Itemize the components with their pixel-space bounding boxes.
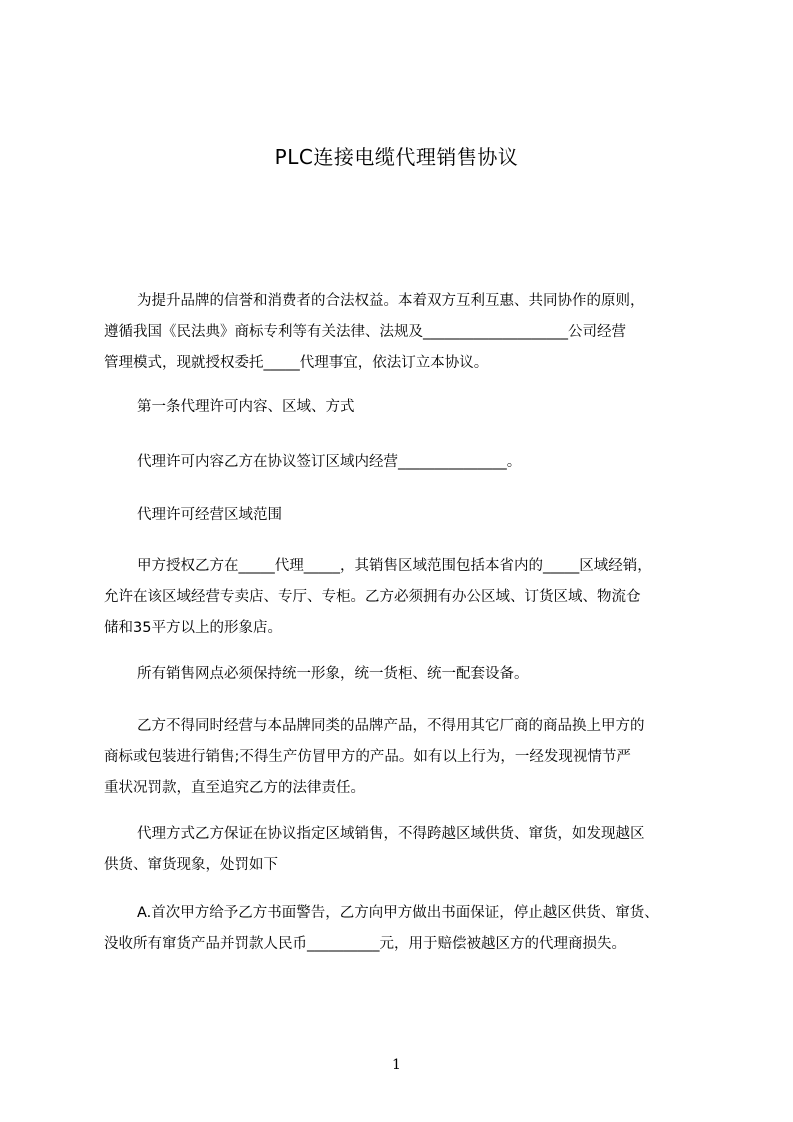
text-line: 重状况罚款，直至追究乙方的法律责任。	[104, 780, 365, 796]
text-line: 允许在该区域经营专卖店、专厅、专柜。乙方必须拥有办公区域、订货区域、物流仓	[104, 589, 641, 605]
uniform-image-paragraph	[104, 659, 704, 690]
article-heading	[104, 392, 704, 423]
text-line: 甲方授权乙方在_____代理_____，其销售区域范围包括本省内的_____区域经销，	[137, 558, 652, 574]
text-line: 为提升品牌的信誉和消费者的合法权益。本着双方互利互惠、共同协作的原则，	[137, 293, 645, 309]
text-line: 第一条代理许可内容、区域、方式	[137, 399, 355, 415]
page-number: 1	[392, 1057, 401, 1073]
license-content-paragraph	[104, 447, 704, 478]
text-line: 代理方式乙方保证在协议指定区域销售，不得跨越区域供货、窜货，如发现越区	[137, 826, 645, 842]
text-line: 乙方不得同时经营与本品牌同类的品牌产品，不得用其它厂商的商品换上甲方的	[137, 718, 645, 734]
text-line: 储和35平方以上的形象店。	[104, 620, 282, 636]
document-title: PLC连接电缆代理销售协议	[274, 145, 519, 169]
text-line: 没收所有窜货产品并罚款人民币__________元，用于赔偿被越区方的代理商损失。	[104, 936, 626, 952]
text-line: 代理许可经营区域范围	[137, 507, 282, 523]
intro-paragraph	[104, 286, 704, 379]
text-line: 代理许可内容乙方在协议签订区域内经营_______________。	[137, 454, 522, 470]
text-line: 遵循我国《民法典》商标专利等有关法律、法规及____________________公司经营	[104, 324, 626, 340]
text-line: 商标或包装进行销售;不得生产仿冒甲方的产品。如有以上行为，一经发现视情节严	[104, 749, 631, 765]
text-line: 管理模式，现就授权委托_____代理事宜，依法订立本协议。	[104, 355, 489, 371]
competing-products-paragraph	[104, 711, 704, 804]
text-line: 所有销售网点必须保持统一形象，统一货柜、统一配套设备。	[137, 666, 529, 682]
agency-method-paragraph	[104, 819, 704, 881]
penalty-a-paragraph	[104, 898, 704, 960]
region-heading	[104, 500, 704, 531]
region-scope-paragraph	[104, 551, 704, 644]
text-line: 供货、窜货现象，处罚如下	[104, 857, 278, 873]
text-line: A.首次甲方给予乙方书面警告，乙方向甲方做出书面保证，停止越区供货、窜货、	[137, 905, 659, 921]
